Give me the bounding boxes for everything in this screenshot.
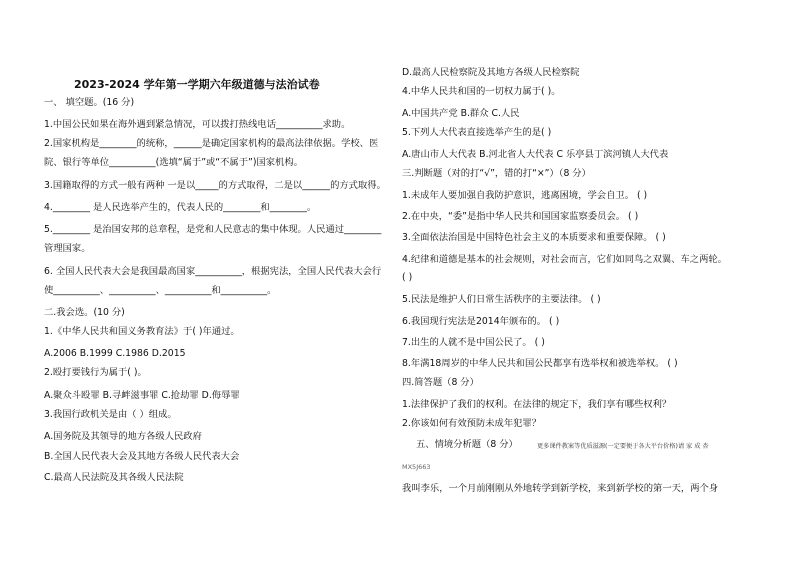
right-line-13: 7.出生的人就不是中国公民了。 ( ) bbox=[402, 337, 545, 348]
left-line-8: 6. 全国人民代表大会是我国最高国家__________，根据宪法，全国人民代表大会行 bbox=[44, 266, 382, 277]
left-line-2: 2.国家机构是________的统称，______是确定国家机构的最高法律依据。学校、医 bbox=[44, 138, 379, 149]
left-line-4: 3.国籍取得的方式一般有两种 一是以_____的方式取得，二是以______的方式取得。 bbox=[44, 180, 386, 191]
left-line-10: 二.我会选。(10 分) bbox=[44, 307, 125, 318]
exam-title: 2023-2024 学年第一学期六年级道德与法治试卷 bbox=[74, 78, 320, 91]
right-line-9: 4.纪律和道德是基本的社会规则，对社会而言，它们如同鸟之双翼、车之两轮。 bbox=[402, 254, 727, 265]
section5-text: 我叫李乐，一个月前刚刚从外地转学到新学校，来到新学校的第一天，两个身 bbox=[402, 483, 719, 494]
right-line-5: 三.判断题（对的打“√”，错的打“×”）（8 分） bbox=[402, 168, 591, 179]
left-line-9: 使__________、__________、__________和__________。 bbox=[44, 285, 277, 296]
left-line-15: 3.我国行政机关是由（ ）组成。 bbox=[44, 409, 177, 420]
right-line-2: A.中国共产党 B.群众 C.人民 bbox=[402, 108, 520, 119]
left-line-16: A.国务院及其领导的地方各级人民政府 bbox=[44, 431, 202, 442]
right-line-17: 2.你该如何有效预防未成年犯罪？ bbox=[402, 418, 542, 429]
right-line-0: D.最高人民检察院及其地方各级人民检察院 bbox=[402, 67, 580, 78]
right-line-4: A.唐山市人大代表 B.河北省人大代表 C 乐亭县丁滨河镇人大代表 bbox=[402, 149, 669, 160]
left-line-18: C.最高人民法院及其各级人民法院 bbox=[44, 472, 184, 483]
section5-title: 五、情境分析题（8 分） bbox=[416, 439, 518, 450]
left-line-14: A.聚众斗殴罪 B.寻衅滋事罪 C.抢劫罪 D.侮辱罪 bbox=[44, 390, 240, 401]
right-line-3: 5.下列人大代表直接选举产生的是( ) bbox=[402, 127, 552, 138]
left-line-1: 1.中国公民如果在海外遇到紧急情况，可以拨打热线电话__________求助。 bbox=[44, 119, 351, 130]
left-line-7: 管理国家。 bbox=[44, 243, 91, 254]
right-line-8: 3.全面依法治国是中国特色社会主义的本质要求和重要保障。 ( ) bbox=[402, 232, 666, 243]
left-line-0: 一、 填空题。(16 分) bbox=[44, 97, 135, 108]
right-line-1: 4.中华人民共和国的一切权力属于( )。 bbox=[402, 86, 561, 97]
left-line-13: 2.殴打要钱行为属于( )。 bbox=[44, 367, 147, 378]
left-line-11: 1.《中华人民共和国义务教育法》于( )年通过。 bbox=[44, 326, 240, 337]
right-line-15: 四.简答题（8 分） bbox=[402, 377, 479, 388]
left-line-5: 4.________ 是人民选举产生的，代表人民的________和________。 bbox=[44, 202, 317, 213]
left-line-12: A.2006 B.1999 C.1986 D.2015 bbox=[44, 348, 186, 359]
right-line-6: 1.未成年人要加强自我防护意识，逃离困境，学会自卫。 ( ) bbox=[402, 190, 648, 201]
right-line-12: 6.我国现行宪法是2014年颁布的。 ( ) bbox=[402, 316, 560, 327]
section5-code: MX5J663 bbox=[402, 463, 431, 471]
right-line-11: 5.民法是维护人们日常生活秩序的主要法律。 ( ) bbox=[402, 294, 601, 305]
right-line-10: ( ) bbox=[402, 272, 413, 283]
right-line-14: 8.年满18周岁的中华人民共和国公民都享有选举权和被选举权。 ( ) bbox=[402, 358, 678, 369]
left-line-3: 院、银行等单位__________(选填“属于”或“不属于”)国家机构。 bbox=[44, 157, 303, 168]
right-line-7: 2.在中央，“委”是指中华人民共和国国家监察委员会。 ( ) bbox=[402, 211, 639, 222]
left-line-6: 5.________ 是治国安邦的总章程，是党和人民意志的集中体现。人民通过________ bbox=[44, 224, 382, 235]
section5-note: 更多课件教案等优质滋源(一定要便于各大平台价格)请 家 成 杏 bbox=[537, 443, 709, 450]
right-line-16: 1.法律保护了我们的权利。在法律的规定下，我们享有哪些权利？ bbox=[402, 399, 672, 410]
left-line-17: B.全国人民代表大会及其地方各级人民代表大会 bbox=[44, 451, 240, 462]
